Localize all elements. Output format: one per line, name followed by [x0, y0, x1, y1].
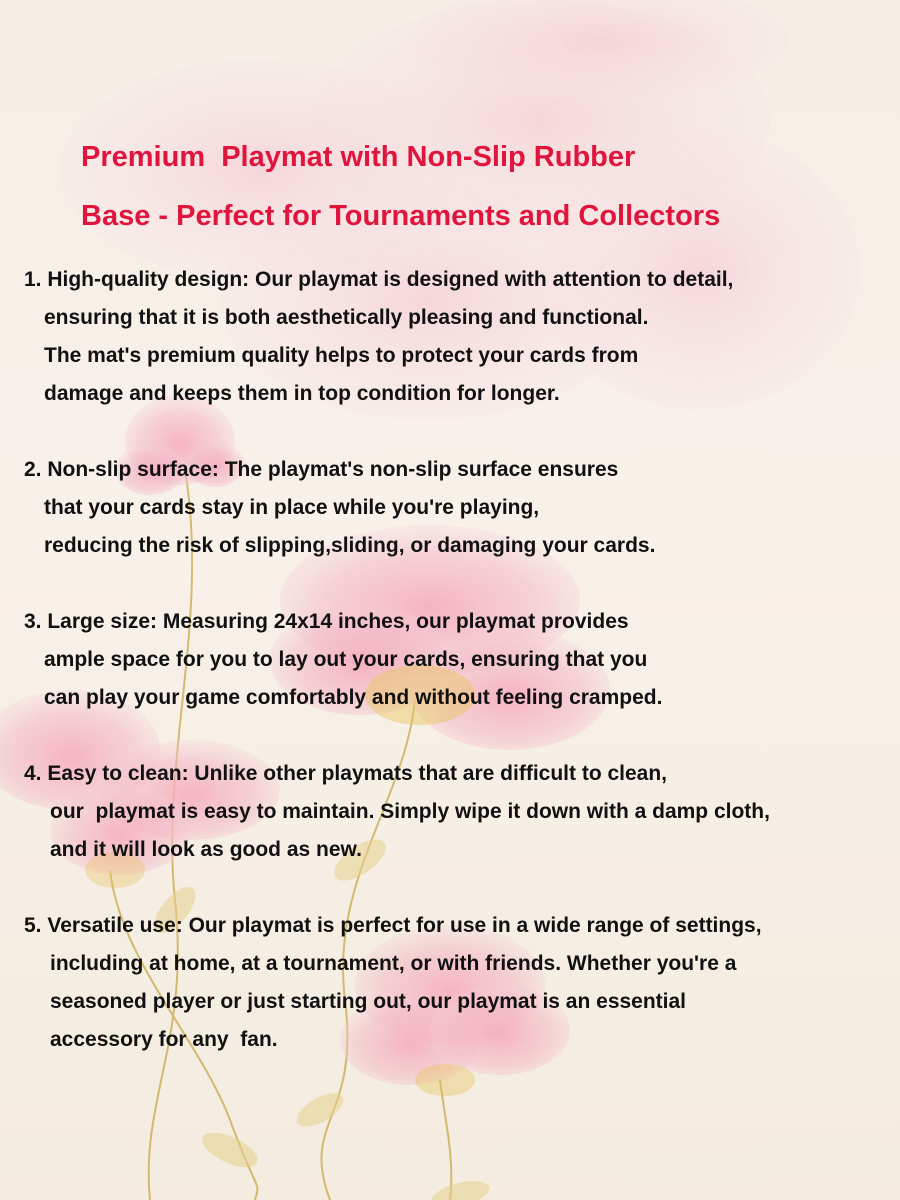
feature-line: 4. Easy to clean: Unlike other playmats that are difficult to clean, — [24, 762, 668, 785]
feature-line: our playmat is easy to maintain. Simply wipe it down with a damp cloth, — [50, 800, 770, 823]
feature-line: reducing the risk of slipping,sliding, or damaging your cards. — [44, 534, 656, 557]
feature-line: ample space for you to lay out your cards, ensuring that you — [44, 648, 648, 671]
title-line-1: Premium Playmat with Non-Slip Rubber — [81, 141, 636, 173]
title-line-2: Base - Perfect for Tournaments and Collectors — [81, 200, 721, 232]
feature-line: 2. Non-slip surface: The playmat's non-slip surface ensures — [24, 458, 619, 481]
feature-line: and it will look as good as new. — [50, 838, 362, 861]
feature-line: 1. High-quality design: Our playmat is designed with attention to detail, — [24, 268, 734, 291]
feature-line: damage and keeps them in top condition for longer. — [44, 382, 560, 405]
feature-line: ensuring that it is both aesthetically pleasing and functional. — [44, 306, 649, 329]
feature-line: 3. Large size: Measuring 24x14 inches, our playmat provides — [24, 610, 629, 633]
feature-line: The mat's premium quality helps to protect your cards from — [44, 344, 639, 367]
feature-line: can play your game comfortably and without feeling cramped. — [44, 686, 663, 709]
feature-line: that your cards stay in place while you're playing, — [44, 496, 540, 519]
feature-line: seasoned player or just starting out, our playmat is an essential — [50, 990, 687, 1013]
feature-line: accessory for any fan. — [50, 1028, 278, 1051]
feature-line: including at home, at a tournament, or with friends. Whether you're a — [50, 952, 737, 975]
feature-line: 5. Versatile use: Our playmat is perfect for use in a wide range of settings, — [24, 914, 762, 937]
